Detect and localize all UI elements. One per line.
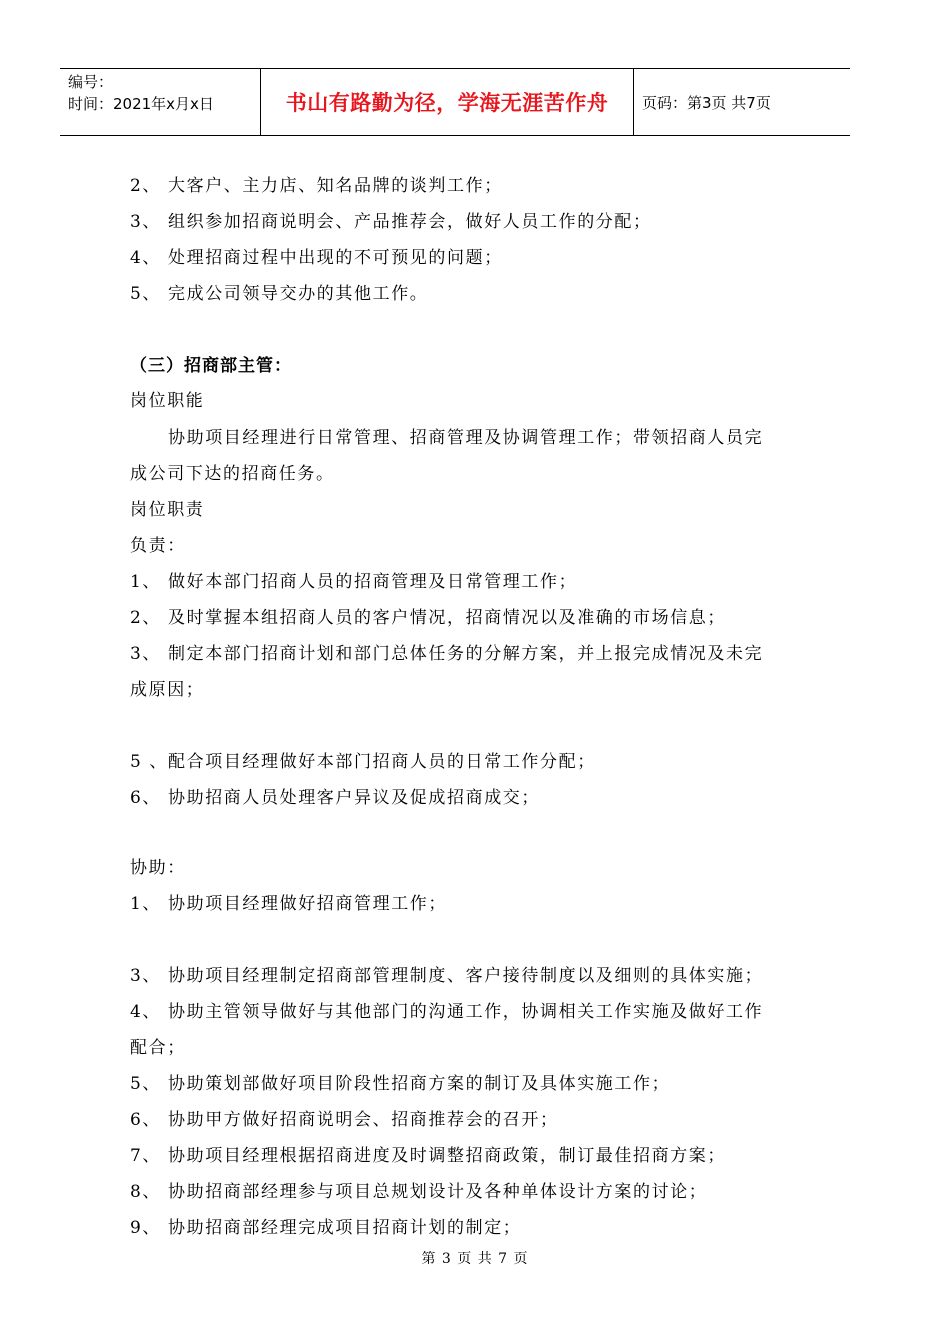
item-number: 3、 (130, 644, 162, 664)
item-text: 大客户、主力店、知名品牌的谈判工作； (168, 176, 503, 196)
item-number: 1、 (130, 894, 162, 914)
item-text: 制定本部门招商计划和部门总体任务的分解方案，并上报完成情况及未完 (168, 644, 764, 664)
function-paragraph: 协助项目经理进行日常管理、招商管理及协调管理工作；带领招商人员完 (168, 428, 764, 448)
header-meta (60, 69, 260, 135)
item-text: 协助项目经理根据招商进度及时调整招商政策，制订最佳招商方案； (168, 1146, 726, 1166)
responsible-label: 负责： (130, 536, 186, 556)
item-number: 4、 (130, 248, 162, 268)
item-number: 3、 (130, 212, 162, 232)
item-number: 1、 (130, 572, 162, 592)
item-text: 协助主管领导做好与其他部门的沟通工作，协调相关工作实施及做好工作 (168, 1002, 764, 1022)
item-text: 协助项目经理制定招商部管理制度、客户接待制度以及细则的具体实施； (168, 966, 764, 986)
item-number: 4、 (130, 1002, 162, 1022)
item-number: 3、 (130, 966, 162, 986)
item-text: 完成公司领导交办的其他工作。 (168, 284, 429, 304)
item-text: 5 、配合项目经理做好本部门招商人员的日常工作分配； (130, 752, 596, 772)
item-text: 处理招商过程中出现的不可预见的问题； (168, 248, 503, 268)
item-text: 成原因； (130, 680, 205, 700)
item-text: 做好本部门招商人员的招商管理及日常管理工作； (168, 572, 578, 592)
item-number: 5、 (130, 284, 162, 304)
item-text: 协助招商部经理完成项目招商计划的制定； (168, 1218, 522, 1238)
item-text: 协助招商人员处理客户异议及促成招商成交； (168, 788, 540, 808)
item-number: 7、 (130, 1146, 162, 1166)
item-number: 9、 (130, 1218, 162, 1238)
function-paragraph-cont: 成公司下达的招商任务。 (130, 464, 335, 484)
item-text: 协助招商部经理参与项目总规划设计及各种单体设计方案的讨论； (168, 1182, 708, 1202)
item-number: 8、 (130, 1182, 162, 1202)
assist-label: 协助： (130, 858, 186, 878)
item-number: 6、 (130, 1110, 162, 1130)
time-label: 时间：2021年x月x日 (68, 95, 214, 113)
item-text: 协助甲方做好招商说明会、招商推荐会的召开； (168, 1110, 559, 1130)
item-number: 5、 (130, 1074, 162, 1094)
header-page-cell (634, 69, 850, 135)
serial-label: 编号： (68, 73, 114, 91)
header-motto-cell (260, 69, 634, 135)
section-heading: （三）招商部主管： (130, 356, 292, 376)
item-text: 组织参加招商说明会、产品推荐会，做好人员工作的分配； (168, 212, 652, 232)
function-label: 岗位职能 (130, 391, 205, 411)
item-number: 2、 (130, 608, 162, 628)
item-text: 配合； (130, 1038, 186, 1058)
item-number: 6、 (130, 788, 162, 808)
item-text: 协助项目经理做好招商管理工作； (168, 894, 447, 914)
page-header (60, 68, 850, 136)
item-text: 及时掌握本组招商人员的客户情况，招商情况以及准确的市场信息； (168, 608, 726, 628)
page-footer: 第 3 页 共 7 页 (421, 1251, 529, 1267)
item-number: 2、 (130, 176, 162, 196)
duty-label: 岗位职责 (130, 500, 205, 520)
page-label: 页码：第3页 共7页 (642, 93, 771, 112)
motto: 书山有路勤为径，学海无涯苦作舟 (285, 91, 609, 115)
item-text: 协助策划部做好项目阶段性招商方案的制订及具体实施工作； (168, 1074, 671, 1094)
